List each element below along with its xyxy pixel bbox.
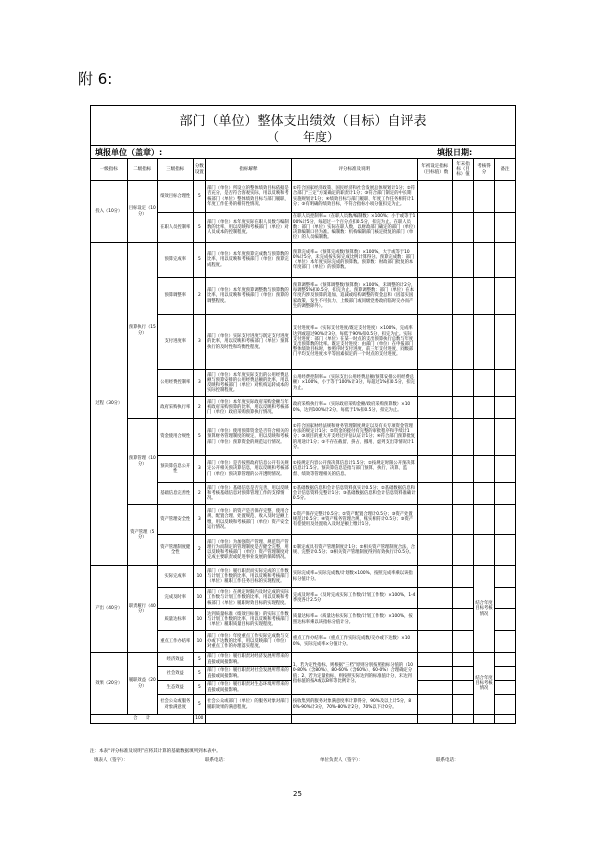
standard-cell: 政府采购执行率=（实际政府采购金额/政府采购预算数）×100%，达到100%计2分，每低于1%扣0.5分，扣完为止。 [291,397,417,419]
standard-cell: ①基础数据信息和会计信息资料真实计0.5分；②基础数据信息和会计信息资料完整计1分；③基础数据信息和会计信息资料准确计0.5分。 [291,483,417,505]
level2-cell: 预算管理（10分） [127,419,157,505]
score-got-cell[interactable] [474,278,495,315]
head-signature-label: 单位负责人（签字）： [320,758,363,763]
explain-cell: 部门（单位）年度重点工作实际完成数与交办或下达数的比率，用以反映部门（单位）对重点工作的办理落实程度。 [206,631,292,653]
actual-cell[interactable] [453,667,474,681]
total-score: 100 [193,715,206,724]
score-got-cell[interactable] [474,243,495,278]
explain-cell: 部门（单位）在规定时限内及时完成的实际工作数与计划工作数的比率，用以反映和考核部门（单位）履职时效目标的实现程度。 [206,588,292,609]
standard-cell: 在职人员控制率=（在职人员数/编制数）×100%；小于或等于100%计5分，每超过一个百分点扣0.5分，扣完为止。在职人员数：部门（单位）实际在职人数，以财政部门确定的部门（单位）决算编制口径为准。编制数：机构编制部门核定批复的部门（单位）的人员编制数。 [291,213,417,243]
level1-cell: 投入（10分） [91,181,128,243]
score-cell: 5 [193,653,206,667]
actual-cell[interactable] [453,213,474,243]
standard-cell: 支付进度率=（实际支付进度/既定支付进度）×100%，完成率达到或超过90%计3分，每低于90%扣0.5分，扣完为止。实际支付进度：部门（单位）在某一时点的支出预算执行总数与年度支出预算数的比率。既定支付进度：由部门（单位）在申报部门整体绩效目标时，参照序时支付进度，前三年支付进度、同级部门平均支付进度水平等因素拟定的一个时点的支付进度。 [291,315,417,370]
level3-cell: 资产管理安全性 [157,505,193,535]
level1-cell: 效果（20分） [91,653,128,715]
score-cell: 10 [193,609,206,631]
standard-cell: 公用经费控制率=（实际支出公用经费总额/预算安排公用经费总额）×100%，小于等于100%计3分，每超过1%扣0.5分，扣完为止。 [291,370,417,397]
standard-cell: ①符合国家经济政策、国民经济和社会发展总体规划计1分；②符合部门“三定”方案确定的职责计1分；③符合部门制定的中长期实施规划计1分；④绩效目标与部门履职、年度工作任务相符计1分；⑤有明确的绩效目标，不符合指标小项分值扣完为止。 [291,181,417,213]
target-cell[interactable] [417,667,453,681]
header-cell: 年初设定指标（目标值）数 [417,159,453,181]
score-cell: 3 [193,315,206,370]
header-cell: 二级指标 [127,159,157,181]
level3-cell: 绩效目标合理性 [157,181,193,213]
actual-cell[interactable] [453,653,474,667]
level2-cell: 资产管理（5分） [127,505,157,566]
header-cell: 备注 [494,159,515,181]
remark-cell[interactable] [494,695,515,715]
score-cell: 5 [193,695,206,715]
header-cell: 指标解释 [206,159,292,181]
actual-cell[interactable] [453,278,474,315]
level3-cell: 生态效益 [157,681,193,695]
remark-cell[interactable] [494,667,515,681]
table-note: 注：本表“评分标准及说明”应将其计算的基础数据填列到本表中。 [90,749,221,754]
explain-cell: 部门（单位）基础信息是否完善，用以反映和考核基础信息对预算管理工作的支撑情况。 [206,483,292,505]
actual-cell[interactable] [453,535,474,566]
target-cell[interactable] [417,243,453,278]
standard-cell: 预算完成率=（预算完成数/预算数）×100%，大于或等于100%计5分，未完成按实际完成比例计算得分。预算完成数：部门（单位）本年度实际完成的预算数。预算数：财政部门批复的本年度部门（单位）的预算数。 [291,243,417,278]
level3-cell: 社会公众或服务对象满意度 [157,695,193,715]
actual-cell[interactable] [453,483,474,505]
head-phone-label: 联系电话： [436,758,459,763]
score-cell: 5 [193,181,206,213]
level3-cell: 支付进度率 [157,315,193,370]
level3-cell: 资金使用合规性 [157,419,193,456]
remark-cell[interactable] [494,653,515,667]
standard-cell: ①按规定内容公开预决算信息计1.5分；②按规定时限公开预决算信息计1.5分。预决算信息是指与部门预算、执行、决算、监督、绩效等管理相关的信息。 [291,456,417,483]
target-cell[interactable] [417,370,453,397]
score-cell: 2 [193,278,206,315]
table-row [91,505,516,535]
total-got-cell[interactable] [474,715,495,724]
score-got-cell[interactable] [474,456,495,483]
target-cell[interactable] [417,419,453,456]
explain-cell: 部门（单位）为加强资产管理、规范资产管理行为而制定的管理制度是否健全完整，用以反映和考核部门（单位）资产管理制度对完成主要职责或促进事业发展的保障情况。 [206,535,292,566]
standard-cell: 质量达标率=（质量达标实际工作数/计划工作数）×100%，按照达标率乘以该指标分值计分。 [291,609,417,631]
standard-cell: ①资产保存完整计0.5分；②资产配置合理计0.5分；③资产处置规范计0.5分；④资产账务管理合规，账实相符计0.5分；⑤资产有偿使用及处置收入及时足额上缴计1分。 [291,505,417,535]
score-got-cell[interactable] [474,535,495,566]
score-cell: 5 [193,667,206,681]
score-cell: 10 [193,588,206,609]
target-cell[interactable] [417,695,453,715]
remark-cell[interactable] [494,631,515,653]
explain-cell: 部门（单位）本年度实际支出的公用经费总额与预算安排的公用经费总额的比率，用以反映和考核部门（单位）对机构运转成本的实际控制程度。 [206,370,292,397]
actual-cell[interactable] [453,419,474,456]
actual-cell[interactable] [453,315,474,370]
fill-date-label: 填报日期: [437,148,473,157]
table-row [91,419,516,456]
score-got-cell[interactable] [474,483,495,505]
score-cell: 10 [193,566,206,588]
level3-cell: 完成及时率 [157,588,193,609]
level3-cell: 质量达标率 [157,609,193,631]
score-got-cell[interactable] [474,213,495,243]
table-row [91,653,516,667]
score-cell: 3 [193,505,206,535]
page-number: 25 [293,790,302,798]
explain-cell: 部门（单位）本年度预算完成数与预算数的比率，用以反映和考核部门（单位）预算完成程度。 [206,243,292,278]
level1-cell: 产出（40分） [91,566,128,653]
explain-cell: 社会公众或部门（单位）的服务对象对部门履职效果的满意程度。 [206,695,292,715]
explain-cell: 部门（单位）履行职责对生态环境所带来的直接或间接影响。 [206,681,292,695]
remark-cell[interactable] [494,315,515,370]
explain-cell: 部门（单位）本年度预算调整数与预算数的比率，用以反映和考核部门（单位）预算的调整程度。 [206,278,292,315]
explain-cell: 部门（单位）使用预算资金是否符合相关的预算财务管理制度的规定，用以反映和考核部门（单位）预算资金的规范运行情况。 [206,419,292,456]
actual-cell[interactable] [453,243,474,278]
target-cell[interactable] [417,681,453,695]
level3-cell: 经济效益 [157,653,193,667]
standard-cell: 预算调整率=（预算调整数/预算数）×100%，未调整的计2分，每调整5%扣0.5分，扣完为止。预算调整数：部门（单位）在本年度内涉及预算的追加、追减或结构调整的资金总和（因落实国家政策、发生不可抗力、上级部门或同级党委政府临时交办而产生的调整除外）。 [291,278,417,315]
remark-cell[interactable] [494,243,515,278]
remark-cell[interactable] [494,370,515,397]
level3-cell: 政府采购执行率 [157,397,193,419]
level3-cell: 公用经费控制率 [157,370,193,397]
score-cell: 5 [193,419,206,456]
actual-cell[interactable] [453,681,474,695]
actual-cell[interactable] [453,456,474,483]
level2-cell: 目标设定（10分） [127,181,157,243]
header-cell: 年末指标（目标）值 [453,159,474,181]
remark-cell[interactable] [494,213,515,243]
score-cell: 2 [193,483,206,505]
target-cell[interactable] [417,505,453,535]
table-row [91,181,516,213]
explain-cell: 部门（单位）实际支付进度与既定支付进度的比率，用以反映和考核部门（单位）预算执行的及时性和均衡性程度。 [206,315,292,370]
explain-cell: 部门（单位）本年度实际政府采购金额与年初政府采购预算的比率，用以反映和考核部门（单位）政府采购预算执行情况。 [206,397,292,419]
total-label: 合 计 [91,715,194,724]
filler-signature-label: 填表人（签字）： [94,758,128,763]
level3-cell: 在职人员控制率 [157,213,193,243]
target-cell[interactable] [417,278,453,315]
score-cell: 2 [193,397,206,419]
header-cell: 一级指标 [91,159,128,181]
level3-cell: 重点工作办结率 [157,631,193,653]
score-cell: 5 [193,213,206,243]
evaluation-table [90,158,516,724]
score-got-cell[interactable] [474,181,495,213]
table-row [91,566,516,588]
fill-row [90,145,516,159]
table-row [91,243,516,278]
remark-cell[interactable] [494,535,515,566]
actual-cell[interactable] [453,397,474,419]
level3-cell: 社会效益 [157,667,193,681]
level3-cell: 预算完成率 [157,243,193,278]
target-cell[interactable] [417,483,453,505]
header-cell: 考核得分 [474,159,495,181]
assess-cell: 结合年度目标考核情况 [474,653,495,715]
remark-cell[interactable] [494,419,515,456]
remark-cell[interactable] [494,681,515,695]
fill-unit-label: 填报单位（盖章）: [95,148,163,157]
explain-cell: 部门（单位）是否按照政府信息公开有关规定公开相关预决算信息，用以反映和考核部门（单位）预决算管理的公开透明情况。 [206,456,292,483]
header-cell: 三级指标 [157,159,193,181]
score-cell: 3 [193,456,206,483]
target-cell[interactable] [417,653,453,667]
remark-cell[interactable] [494,278,515,315]
filler-phone-label: 联系电话： [205,758,228,763]
actual-cell[interactable] [453,505,474,535]
remark-cell[interactable] [494,505,515,535]
remark-cell[interactable] [494,181,515,213]
remark-cell[interactable] [494,566,515,588]
total-row [91,715,516,724]
explain-cell: 部门（单位）履行职责对经济发展所带来的直接或间接影响。 [206,653,292,667]
standard-cell: 实际完成率=实际完成数/计划数×100%，按照完成率乘以该指标分值计分。 [291,566,417,588]
score-got-cell[interactable] [474,505,495,535]
page-title: 部门（单位）整体支出绩效（目标）自评表 [179,114,427,129]
level3-cell: 预决算信息公开性 [157,456,193,483]
actual-cell[interactable] [453,566,474,588]
level3-cell: 预算调整率 [157,278,193,315]
remark-cell[interactable] [494,483,515,505]
actual-cell[interactable] [453,609,474,631]
actual-cell[interactable] [453,631,474,653]
remark-cell[interactable] [494,609,515,631]
header-cell: 分数设置 [193,159,206,181]
target-cell[interactable] [417,456,453,483]
standard-cell: 重点工作办结率=（重点工作实际完成数/交办或下达数）×100%，实际完成率×分值计分。 [291,631,417,653]
remark-cell[interactable] [494,456,515,483]
explain-cell: 部门（单位）履行职责而实际完成的工作数与计划工作数的比率，用以反映和考核部门（单位）履职工作任务目标的实现程度。 [206,566,292,588]
explain-cell: 部门（单位）所设立的整体绩效目标依据是否充分，是否符合客观实际，用以反映和考核部门（单位）整体绩效目标与部门履职、年度工作任务的相符性情况。 [206,181,292,213]
standard-cell: 1、若为定性指标，则根据“三档”原则分别按照指标分值的（100-80%（含80%）、80-60%（含60%）、60-0%）合理确定分值；2、若为定量指标，则按照实际达到的标准值计分，未达到指标值的按A或以B率等比例计分。 [291,653,417,695]
level3-cell: 基础信息完善性 [157,483,193,505]
target-cell[interactable] [417,181,453,213]
level2-cell: 预算执行（15分） [127,243,157,419]
level3-cell: 资产管理制度健全性 [157,535,193,566]
level3-cell: 实际完成率 [157,566,193,588]
level1-cell: 过程（30分） [91,243,128,566]
target-cell[interactable] [417,566,453,588]
explain-cell: 部门（单位）本年度实际在职人员数与编制数的比率，用以反映和考核部门（单位）对人员成本的控制程度。 [206,213,292,243]
score-cell: 5 [193,243,206,278]
assess-cell: 结合年度目标考核情况 [474,566,495,653]
target-cell[interactable] [417,213,453,243]
score-got-cell[interactable] [474,419,495,456]
actual-cell[interactable] [453,181,474,213]
score-got-cell[interactable] [474,315,495,370]
standard-cell: ①符合国家财经法规和财务管理制度规定以及有关专项资金管理办法的规定计1分；②资金的拨付有完整的审批程序和手续计1分；③项目的重大开支经过评估认证计1分；④符合部门预算批复的用途计1分；⑤不存在截留、挤占、挪用、虚列支出等情况计1分。 [291,419,417,456]
remark-cell[interactable] [494,397,515,419]
title-box [90,105,516,146]
target-cell[interactable] [417,609,453,631]
target-cell[interactable] [417,397,453,419]
level2-cell: 履职效益（20分） [127,653,157,715]
standard-cell: 完成及时率=（及时完成实际工作数/计划工作数）×100%，1-4季度各计2.5分 [291,588,417,609]
score-cell: 2 [193,535,206,566]
attachment-label: 附 6: [78,70,113,88]
actual-cell[interactable] [453,370,474,397]
actual-cell[interactable] [453,588,474,609]
score-cell: 5 [193,681,206,695]
standard-cell: ①制定或具有资产管理制度计1分；②相关资产管理制度合法、合规、完整计0.5分；③相关资产管理制度得到有效执行计0.5分。 [291,535,417,566]
target-cell[interactable] [417,631,453,653]
remark-cell[interactable] [494,588,515,609]
header-cell: 评分标准及说明 [291,159,417,181]
target-cell[interactable] [417,535,453,566]
level2-cell: 职责履行（40分） [127,566,157,653]
explain-cell: 达到质量标准（绩效目标值）的实际工作数与计划工作数的比率，用以反映和考核部门（单位）履职质量目标的实现程度。 [206,609,292,631]
score-got-cell[interactable] [474,397,495,419]
page-subtitle: （ 年度） [266,130,339,144]
score-got-cell[interactable] [474,370,495,397]
score-cell: 10 [193,631,206,653]
explain-cell: 部门（单位）履行职责对社会发展所带来的直接或间接影响。 [206,667,292,681]
explain-cell: 部门（单位）的资产是否保存完整、使用合规、配置合理、处置规范、收入及时足额上缴，用以反映和考核部门（单位）资产安全运行情况。 [206,505,292,535]
target-cell[interactable] [417,588,453,609]
actual-cell[interactable] [453,695,474,715]
standard-cell: 按收集到的服务对象满意度率计算得分，90%及以上计5分，80%-90%计3分，70%-80%计2分，70%以下计0分。 [291,695,417,715]
score-cell: 3 [193,370,206,397]
target-cell[interactable] [417,315,453,370]
